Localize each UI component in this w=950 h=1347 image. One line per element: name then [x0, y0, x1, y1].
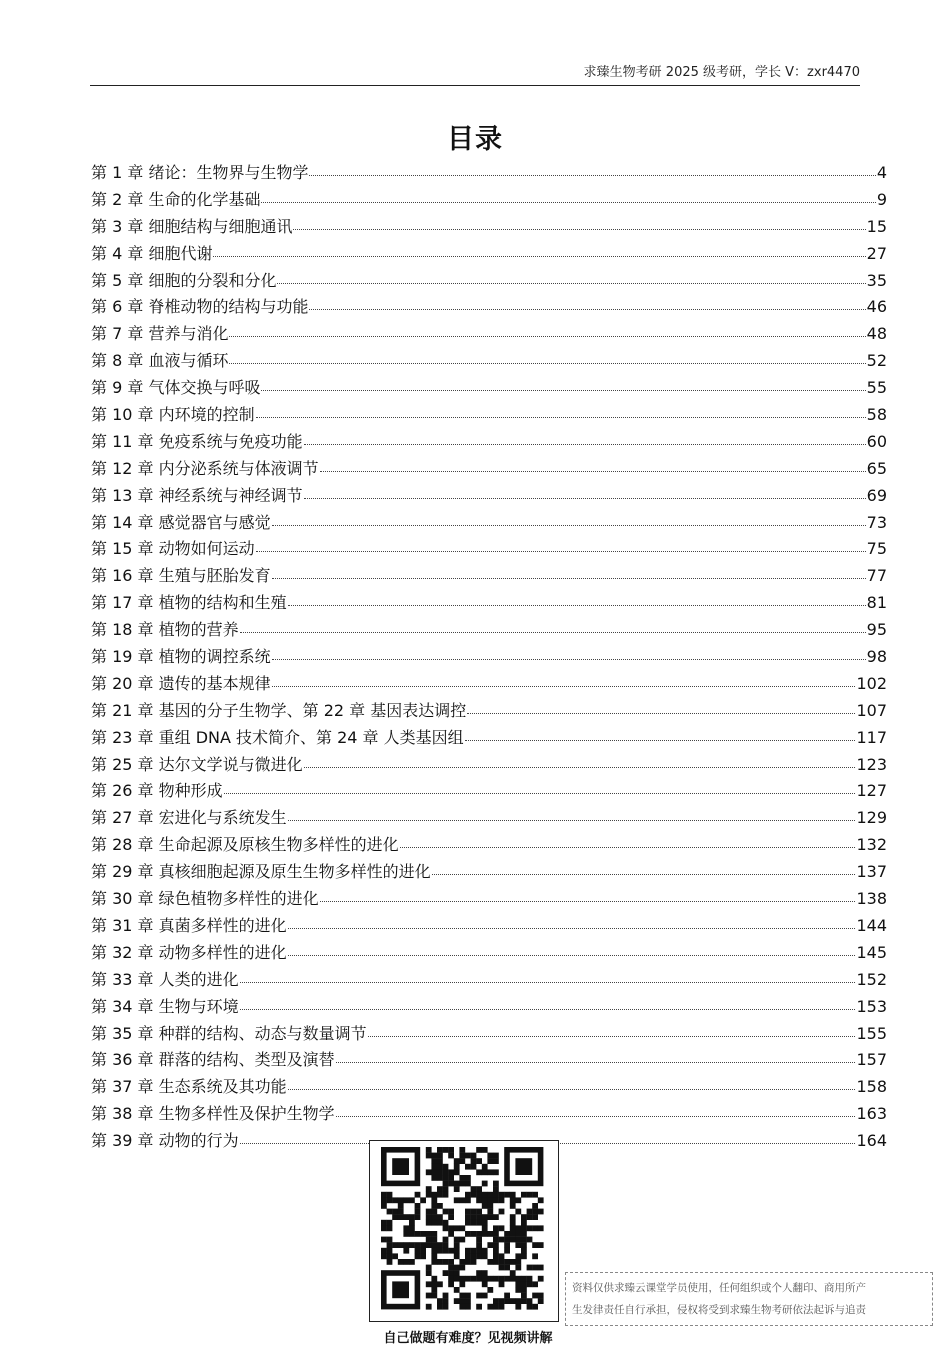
toc-entry-label: 第 5 章 细胞的分裂和分化 — [91, 270, 277, 290]
toc-entry[interactable] — [91, 510, 887, 537]
toc-entry-label: 第 20 章 遗传的基本规律 — [91, 673, 271, 693]
toc-dot-leader — [309, 174, 875, 176]
toc-dot-leader — [240, 631, 866, 633]
toc-entry-label: 第 4 章 细胞代谢 — [91, 243, 213, 263]
toc-entry-page: 132 — [856, 835, 887, 855]
toc-entry-label: 第 6 章 脊椎动物的结构与功能 — [91, 297, 309, 317]
toc-entry-label: 第 1 章 绪论：生物界与生物学 — [91, 163, 309, 182]
header-text: 求臻生物考研 2025 级考研，学长 V：zxr4470 — [583, 65, 860, 80]
toc-entry-page: 15 — [866, 216, 887, 236]
toc-entry-page: 27 — [866, 243, 887, 263]
page-title: 目录 — [447, 124, 503, 155]
toc-entry[interactable] — [91, 536, 887, 563]
toc-entry[interactable] — [91, 483, 887, 510]
toc-entry-label: 第 3 章 细胞结构与细胞通讯 — [91, 216, 293, 236]
toc-dot-leader — [213, 255, 865, 257]
toc-dot-leader — [320, 900, 856, 902]
toc-dot-leader — [256, 416, 866, 418]
toc-entry-label: 第 38 章 生物多样性及保护生物学 — [91, 1104, 335, 1124]
toc-entry[interactable] — [91, 698, 887, 725]
toc-entry[interactable] — [91, 725, 887, 752]
toc-entry-page: 95 — [866, 620, 887, 640]
toc-entry[interactable] — [91, 940, 887, 967]
toc-entry-page: 69 — [866, 485, 887, 505]
toc-entry-page: 123 — [856, 754, 887, 774]
toc-entry-label: 第 39 章 动物的行为 — [91, 1131, 239, 1151]
toc-entry-label: 第 23 章 重组 DNA 技术简介、第 24 章 人类基因组 — [91, 727, 464, 747]
toc-dot-leader — [272, 685, 856, 687]
toc-dot-leader — [261, 201, 875, 203]
toc-entry-page: 129 — [856, 808, 887, 828]
toc-entry[interactable] — [91, 967, 887, 994]
toc-dot-leader — [272, 658, 866, 660]
toc-entry[interactable] — [91, 671, 887, 698]
toc-entry[interactable] — [91, 348, 887, 375]
toc-entry-label: 第 27 章 宏进化与系统发生 — [91, 808, 287, 828]
toc-entry[interactable] — [91, 563, 887, 590]
toc-dot-leader — [261, 389, 865, 391]
toc-entry-page: 152 — [856, 969, 887, 989]
toc-entry-page: 117 — [856, 727, 887, 747]
toc-entry[interactable] — [91, 832, 887, 859]
toc-entry-page: 35 — [866, 270, 887, 290]
toc-dot-leader — [288, 954, 856, 956]
toc-entry-page: 153 — [856, 996, 887, 1016]
toc-entry-label: 第 14 章 感觉器官与感觉 — [91, 512, 271, 532]
toc-entry-page: 77 — [866, 566, 887, 586]
toc-entry-page: 46 — [866, 297, 887, 317]
toc-entry[interactable] — [91, 590, 887, 617]
toc-entry-page: 127 — [856, 781, 887, 801]
toc-dot-leader — [277, 282, 865, 284]
toc-dot-leader — [288, 819, 856, 821]
toc-entry-label: 第 25 章 达尔文学说与微进化 — [91, 754, 303, 774]
toc-entry[interactable] — [91, 402, 887, 429]
toc-entry-page: 158 — [856, 1077, 887, 1097]
toc-entry[interactable] — [91, 913, 887, 940]
toc-entry-label: 第 10 章 内环境的控制 — [91, 405, 255, 425]
toc-entry[interactable] — [91, 1101, 887, 1128]
toc-entry-label: 第 32 章 动物多样性的进化 — [91, 942, 287, 962]
toc-entry-page: 163 — [856, 1104, 887, 1124]
toc-entry[interactable] — [91, 805, 887, 832]
toc-entry-page: 48 — [866, 324, 887, 344]
toc-entry[interactable] — [91, 994, 887, 1021]
page-header — [90, 63, 860, 86]
toc-entry[interactable] — [91, 214, 887, 241]
toc-entry-page: 58 — [866, 405, 887, 425]
toc-entry-label: 第 35 章 种群的结构、动态与数量调节 — [91, 1023, 367, 1043]
toc-dot-leader — [240, 981, 856, 983]
toc-entry[interactable] — [91, 1047, 887, 1074]
toc-dot-leader — [272, 577, 866, 579]
toc-dot-leader — [320, 470, 866, 472]
toc-dot-leader — [229, 335, 865, 337]
qr-caption: 自己做题有难度？见视频讲解 — [383, 1331, 553, 1346]
toc-entry-label: 第 19 章 植物的调控系统 — [91, 647, 271, 667]
toc-entry-page: 60 — [866, 431, 887, 451]
toc-entry[interactable] — [91, 859, 887, 886]
toc-entry[interactable] — [91, 778, 887, 805]
toc-entry[interactable] — [91, 456, 887, 483]
toc-dot-leader — [288, 604, 866, 606]
toc-entry[interactable] — [91, 187, 887, 214]
toc-entry[interactable] — [91, 268, 887, 295]
toc-entry-label: 第 26 章 物种形成 — [91, 781, 223, 801]
toc-dot-leader — [304, 497, 866, 499]
toc-entry[interactable] — [91, 617, 887, 644]
copyright-notice — [565, 1272, 933, 1326]
toc-dot-leader — [272, 524, 866, 526]
toc-dot-leader — [304, 766, 856, 768]
toc-dot-leader — [368, 1035, 856, 1037]
toc-entry[interactable] — [91, 1021, 887, 1048]
toc-entry-page: 75 — [866, 539, 887, 559]
toc-dot-leader — [309, 308, 865, 310]
toc-entry[interactable] — [91, 886, 887, 913]
toc-entry-page: 65 — [866, 458, 887, 478]
toc-entry-page: 102 — [856, 673, 887, 693]
toc-entry[interactable] — [91, 644, 887, 671]
toc-entry-label: 第 37 章 生态系统及其功能 — [91, 1077, 287, 1097]
toc-dot-leader — [288, 927, 856, 929]
toc-entry-label: 第 36 章 群落的结构、类型及演替 — [91, 1050, 335, 1070]
toc-entry-page: 164 — [856, 1131, 887, 1151]
notice-line-1: 资料仅供求臻云课堂学员使用，任何组织或个人翻印、商用所产 — [572, 1282, 866, 1294]
toc-entry[interactable] — [91, 160, 887, 187]
toc-entry-page: 155 — [856, 1023, 887, 1043]
toc-dot-leader — [288, 1088, 856, 1090]
toc-entry[interactable] — [91, 429, 887, 456]
toc-dot-leader — [293, 228, 865, 230]
toc-entry-page: 52 — [866, 351, 887, 371]
toc-entry-page: 145 — [856, 942, 887, 962]
toc-entry[interactable] — [91, 241, 887, 268]
toc-entry[interactable] — [91, 294, 887, 321]
toc-entry-label: 第 15 章 动物如何运动 — [91, 539, 255, 559]
notice-line-2: 生发律责任自行承担，侵权将受到求臻生物考研依法起诉与追责 — [572, 1304, 866, 1316]
toc-entry-label: 第 8 章 血液与循环 — [91, 351, 229, 371]
toc-entry-label: 第 16 章 生殖与胚胎发育 — [91, 566, 271, 586]
toc-entry[interactable] — [91, 375, 887, 402]
toc-entry-label: 第 21 章 基因的分子生物学、第 22 章 基因表达调控 — [91, 700, 467, 720]
toc-entry-label: 第 7 章 营养与消化 — [91, 324, 229, 344]
toc-entry[interactable] — [91, 321, 887, 348]
toc-entry[interactable] — [91, 752, 887, 779]
toc-entry-label: 第 29 章 真核细胞起源及原生生物多样性的进化 — [91, 862, 431, 882]
toc-entry-label: 第 31 章 真菌多样性的进化 — [91, 915, 287, 935]
toc-dot-leader — [336, 1061, 856, 1063]
toc-entry-label: 第 2 章 生命的化学基础 — [91, 189, 261, 209]
toc-entry-page: 98 — [866, 647, 887, 667]
toc-dot-leader — [432, 873, 856, 875]
toc-entry-label: 第 30 章 绿色植物多样性的进化 — [91, 889, 319, 909]
toc-dot-leader — [336, 1115, 856, 1117]
toc-entry-page: 157 — [856, 1050, 887, 1070]
qr-code-icon — [369, 1140, 559, 1322]
toc-dot-leader — [240, 1008, 856, 1010]
toc-entry-label: 第 28 章 生命起源及原核生物多样性的进化 — [91, 835, 399, 855]
toc-entry-page: 144 — [856, 915, 887, 935]
toc-entry-page: 107 — [856, 700, 887, 720]
toc-dot-leader — [467, 712, 855, 714]
table-of-contents — [91, 160, 887, 1155]
toc-entry-label: 第 9 章 气体交换与呼吸 — [91, 378, 261, 398]
toc-entry-label: 第 18 章 植物的营养 — [91, 620, 239, 640]
toc-entry-page: 138 — [856, 889, 887, 909]
toc-entry-label: 第 34 章 生物与环境 — [91, 996, 239, 1016]
toc-dot-leader — [224, 792, 856, 794]
toc-dot-leader — [304, 443, 866, 445]
toc-dot-leader — [465, 739, 856, 741]
toc-entry-page: 137 — [856, 862, 887, 882]
toc-entry-page: 81 — [866, 593, 887, 613]
toc-entry-label: 第 13 章 神经系统与神经调节 — [91, 485, 303, 505]
toc-dot-leader — [229, 362, 865, 364]
toc-entry-label: 第 33 章 人类的进化 — [91, 969, 239, 989]
toc-entry-page: 73 — [866, 512, 887, 532]
toc-dot-leader — [400, 846, 856, 848]
toc-entry[interactable] — [91, 1074, 887, 1101]
toc-dot-leader — [256, 550, 866, 552]
toc-entry-label: 第 11 章 免疫系统与免疫功能 — [91, 431, 303, 451]
toc-entry-label: 第 17 章 植物的结构和生殖 — [91, 593, 287, 613]
toc-entry-page: 4 — [876, 163, 887, 182]
toc-entry-page: 9 — [876, 189, 887, 209]
toc-entry-label: 第 12 章 内分泌系统与体液调节 — [91, 458, 319, 478]
toc-entry-page: 55 — [866, 378, 887, 398]
